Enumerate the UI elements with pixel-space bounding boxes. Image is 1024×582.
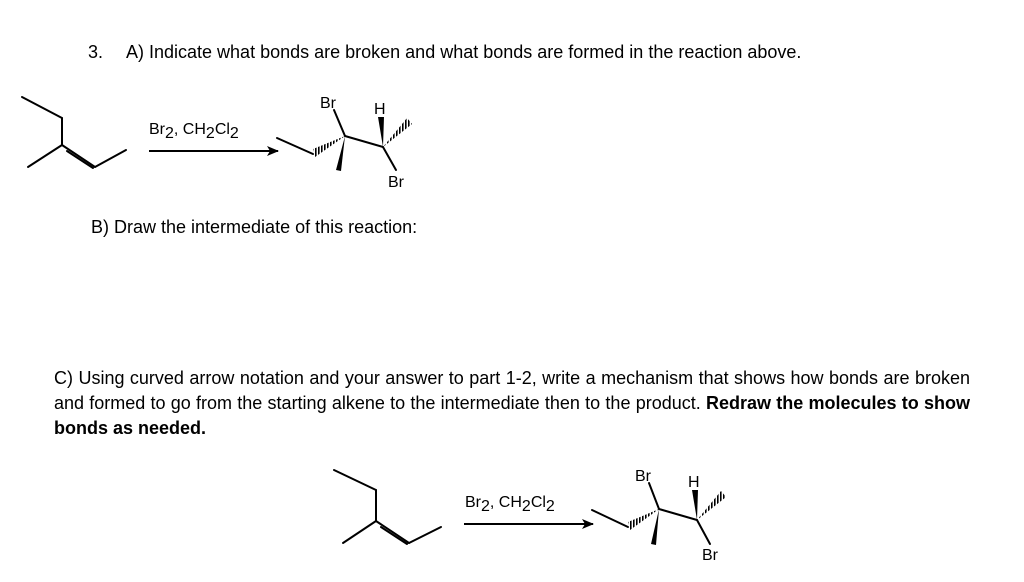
product-2-br-bottom: Br: [702, 547, 718, 564]
product-1: [277, 95, 412, 191]
product-1-br-bottom: Br: [388, 174, 404, 191]
reagent-label-2: Br2, CH2Cl2: [465, 494, 555, 515]
part-c-bold-instruction: Redraw the molecules to show bonds as needed.: [54, 393, 970, 438]
product-1-h: H: [374, 101, 386, 118]
scheme-2: [334, 468, 726, 564]
product-2-h: H: [688, 474, 700, 491]
part-b-prompt: B) Draw the intermediate of this reaction:: [91, 217, 418, 237]
scheme-1: [22, 95, 412, 191]
part-c-text: C) Using curved arrow notation and your answer to part 1-2, write a mechanism that shows how bonds are broken and formed to go from the starting alkene to the intermediate then to the product.: [54, 368, 970, 413]
part-a-prompt: A) Indicate what bonds are broken and what bonds are formed in the reaction above.: [126, 42, 802, 62]
starting-alkene-1: [22, 97, 126, 168]
question-number: 3.: [88, 42, 104, 62]
product-2: [592, 468, 726, 564]
starting-alkene-2: [334, 470, 441, 544]
reagent-label-1: Br2, CH2Cl2: [149, 121, 239, 142]
product-1-br-top: Br: [320, 95, 336, 112]
product-2-br-top: Br: [635, 468, 651, 485]
